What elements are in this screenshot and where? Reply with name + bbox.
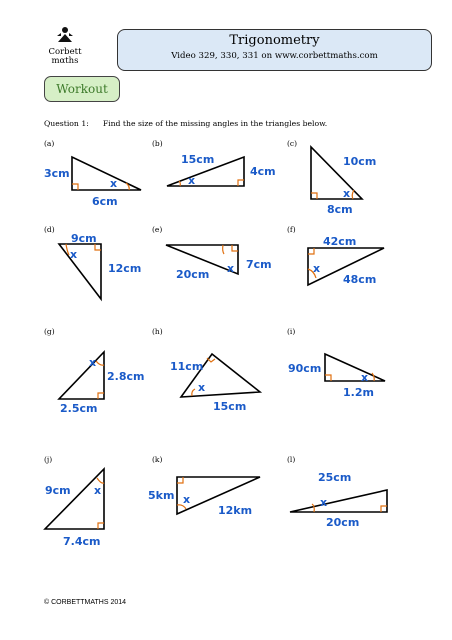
side-label-a1: 3cm (44, 167, 70, 180)
side-label-e1: 20cm (176, 268, 210, 281)
side-label-c1: 10cm (343, 155, 377, 168)
part-label-a: (a) (44, 139, 55, 148)
right-angle-marker-k (177, 477, 183, 483)
part-label-d: (d) (44, 225, 55, 234)
right-angle-marker-f (308, 248, 314, 254)
right-angle-marker-c (311, 193, 317, 199)
side-label-k1: 5km (148, 489, 175, 502)
page-title: Trigonometry (229, 33, 320, 48)
angle-label-i: x (361, 371, 369, 384)
angle-label-h: x (198, 381, 206, 394)
side-label-g1: 2.8cm (107, 370, 145, 383)
part-label-e: (e) (152, 225, 163, 234)
part-label-b: (b) (152, 139, 163, 148)
triangle-i (325, 354, 385, 381)
part-label-i: (i) (287, 327, 296, 336)
angle-arc-h (192, 389, 195, 396)
side-label-e2: 7cm (246, 258, 272, 271)
angle-arc-l (312, 504, 314, 512)
angle-label-j: x (94, 484, 102, 497)
angle-label-l: x (320, 496, 328, 509)
triangle-l (290, 490, 387, 512)
right-angle-marker-i (325, 375, 331, 381)
page-subtitle: Video 329, 330, 331 on www.corbettmaths.com (171, 51, 378, 61)
side-label-j1: 9cm (45, 484, 71, 497)
footer-copyright: © CORBETTMATHS 2014 (44, 599, 127, 606)
angle-label-g: x (89, 356, 97, 369)
section-label: Workout (44, 76, 120, 102)
side-label-b2: 4cm (250, 165, 276, 178)
angle-arcs (66, 181, 377, 512)
angle-label-e: x (227, 262, 235, 275)
side-label-l2: 20cm (326, 516, 360, 529)
part-label-f: (f) (287, 225, 296, 234)
triangle-a (72, 157, 141, 190)
angle-arc-c (352, 190, 354, 199)
angle-arc-i (372, 373, 374, 381)
angle-label-a: x (110, 177, 118, 190)
angle-label-f: x (313, 262, 321, 275)
side-label-f2: 48cm (343, 273, 377, 286)
triangle-j (45, 469, 104, 529)
side-label-a2: 6cm (92, 195, 118, 208)
side-label-b1: 15cm (181, 153, 215, 166)
part-label-h: (h) (152, 327, 163, 336)
angle-label-d: x (70, 248, 78, 261)
part-label-c: (c) (287, 139, 298, 148)
question-number: Question 1: (44, 119, 89, 128)
angle-label-b: x (188, 174, 196, 187)
side-label-c2: 8cm (327, 203, 353, 216)
right-angle-marker-h (207, 358, 215, 362)
right-angle-marker-b (238, 180, 244, 186)
side-label-f1: 42cm (323, 235, 357, 248)
side-label-d2: 12cm (108, 262, 142, 275)
angle-arc-j (97, 478, 104, 483)
right-angle-marker-l (381, 506, 387, 512)
angle-label-c: x (343, 187, 351, 200)
part-label-k: (k) (152, 455, 163, 464)
side-label-i1: 90cm (288, 362, 322, 375)
side-label-j2: 7.4cm (63, 535, 101, 548)
angle-arc-e (223, 245, 224, 254)
right-angle-marker-j (98, 523, 104, 529)
side-label-d1: 9cm (71, 232, 97, 245)
triangle-d (59, 244, 101, 299)
side-label-h1: 11cm (170, 360, 204, 373)
part-label-l: (l) (287, 455, 296, 464)
angle-arc-g (96, 361, 104, 365)
side-label-h2: 15cm (213, 400, 247, 413)
right-angle-marker-e (232, 245, 238, 251)
side-label-k2: 12km (218, 504, 253, 517)
logo-line2: mαths (51, 56, 79, 66)
angle-label-k: x (183, 493, 191, 506)
side-label-i2: 1.2m (343, 386, 374, 399)
part-label-g: (g) (44, 327, 55, 336)
triangle-g (59, 352, 104, 399)
side-label-g2: 2.5cm (60, 402, 98, 415)
right-angle-marker-a (72, 184, 78, 190)
part-label-j: (j) (44, 455, 53, 464)
question-text: Find the size of the missing angles in the triangles below. (102, 119, 328, 128)
side-label-l1: 25cm (318, 471, 352, 484)
right-angle-marker-g (98, 393, 104, 399)
logo-line1: Corbett (48, 47, 82, 57)
